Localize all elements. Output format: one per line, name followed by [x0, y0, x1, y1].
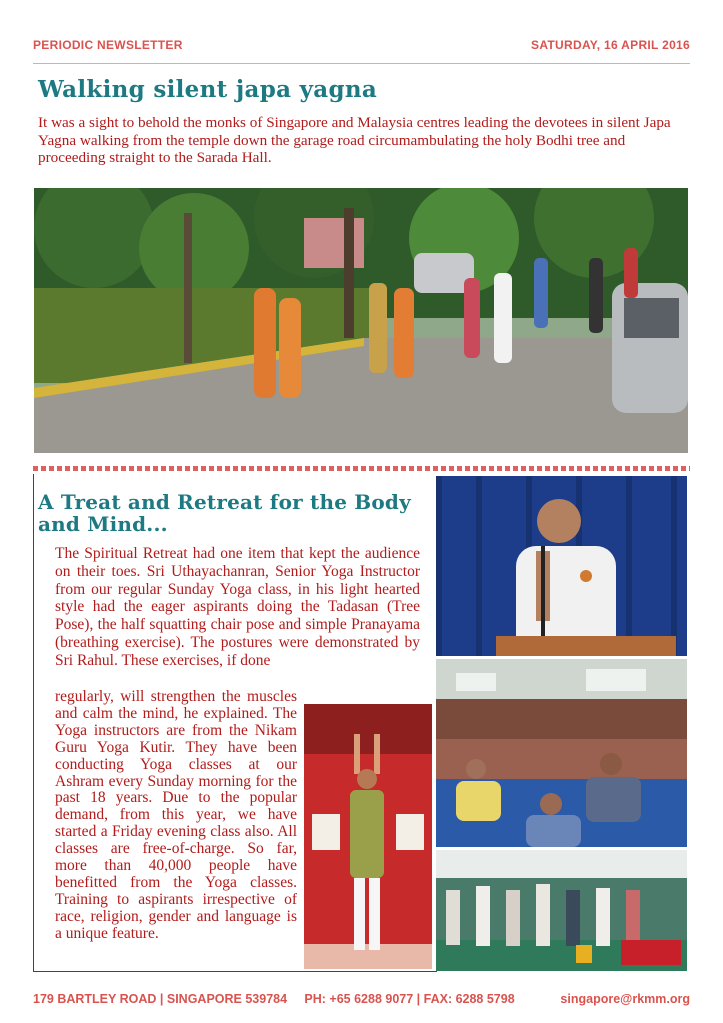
photo-yoga-demonstrator	[304, 704, 432, 969]
photo-yoga-session	[436, 850, 687, 971]
photo-speaker	[436, 476, 687, 656]
phone-fax-text: PH: +65 6288 9077 | FAX: 6288 5798	[304, 992, 515, 1006]
article-body-yoga-part2: regularly, will strengthen the muscles and calm the mind, he explained. The Yoga instructors are from the Nikam Guru Yoga Kutir. They have been conducting Yoga classes at our Ashram every Sunday morning for the past 18 years. Due to the popular demand, from this year, we have started a Friday evening class also. All classes are free-of-charge. So far, more than 40,000 people have benefitted from the Yoga classes. Training to aspirants irrespective of race, religion, gender and language is a unique feature.	[55, 688, 297, 942]
photo-procession	[34, 188, 688, 453]
header-divider	[33, 63, 690, 64]
article-title-yoga-retreat: A Treat and Retreat for the Body and Mind...	[38, 490, 411, 536]
issue-date: SATURDAY, 16 APRIL 2016	[531, 38, 690, 52]
footer-address	[33, 992, 515, 1006]
article-body-japa-yagna: It was a sight to behold the monks of Singapore and Malaysia centres leading the devotees in silent Japa Yagna walking from the temple down the garage road circumambulating the holy Bodhi tree and proceeding straight to the Sarada Hall.	[38, 114, 671, 166]
newsletter-label: PERIODIC NEWSLETTER	[33, 38, 183, 52]
article-title-japa-yagna: Walking silent japa yagna	[38, 76, 378, 103]
photo-audience	[436, 659, 687, 847]
article-body-yoga-part1: The Spiritual Retreat had one item that kept the audience on their toes. Sri Uthayachanran, Senior Yoga Instructor from our regular Sunday Yoga class, in his light hearted style had the eager aspirants doing the Tadasan (Tree Pose), the half squatting chair pose and simple Pranayama (breathing exercise). The postures were demonstrated by Sri Rahul. These exercises, if done	[55, 545, 420, 669]
footer-email-link[interactable]: singapore@rkmm.org	[560, 992, 690, 1006]
address-text: 179 BARTLEY ROAD | SINGAPORE 539784	[33, 992, 288, 1006]
section-divider	[33, 466, 690, 471]
